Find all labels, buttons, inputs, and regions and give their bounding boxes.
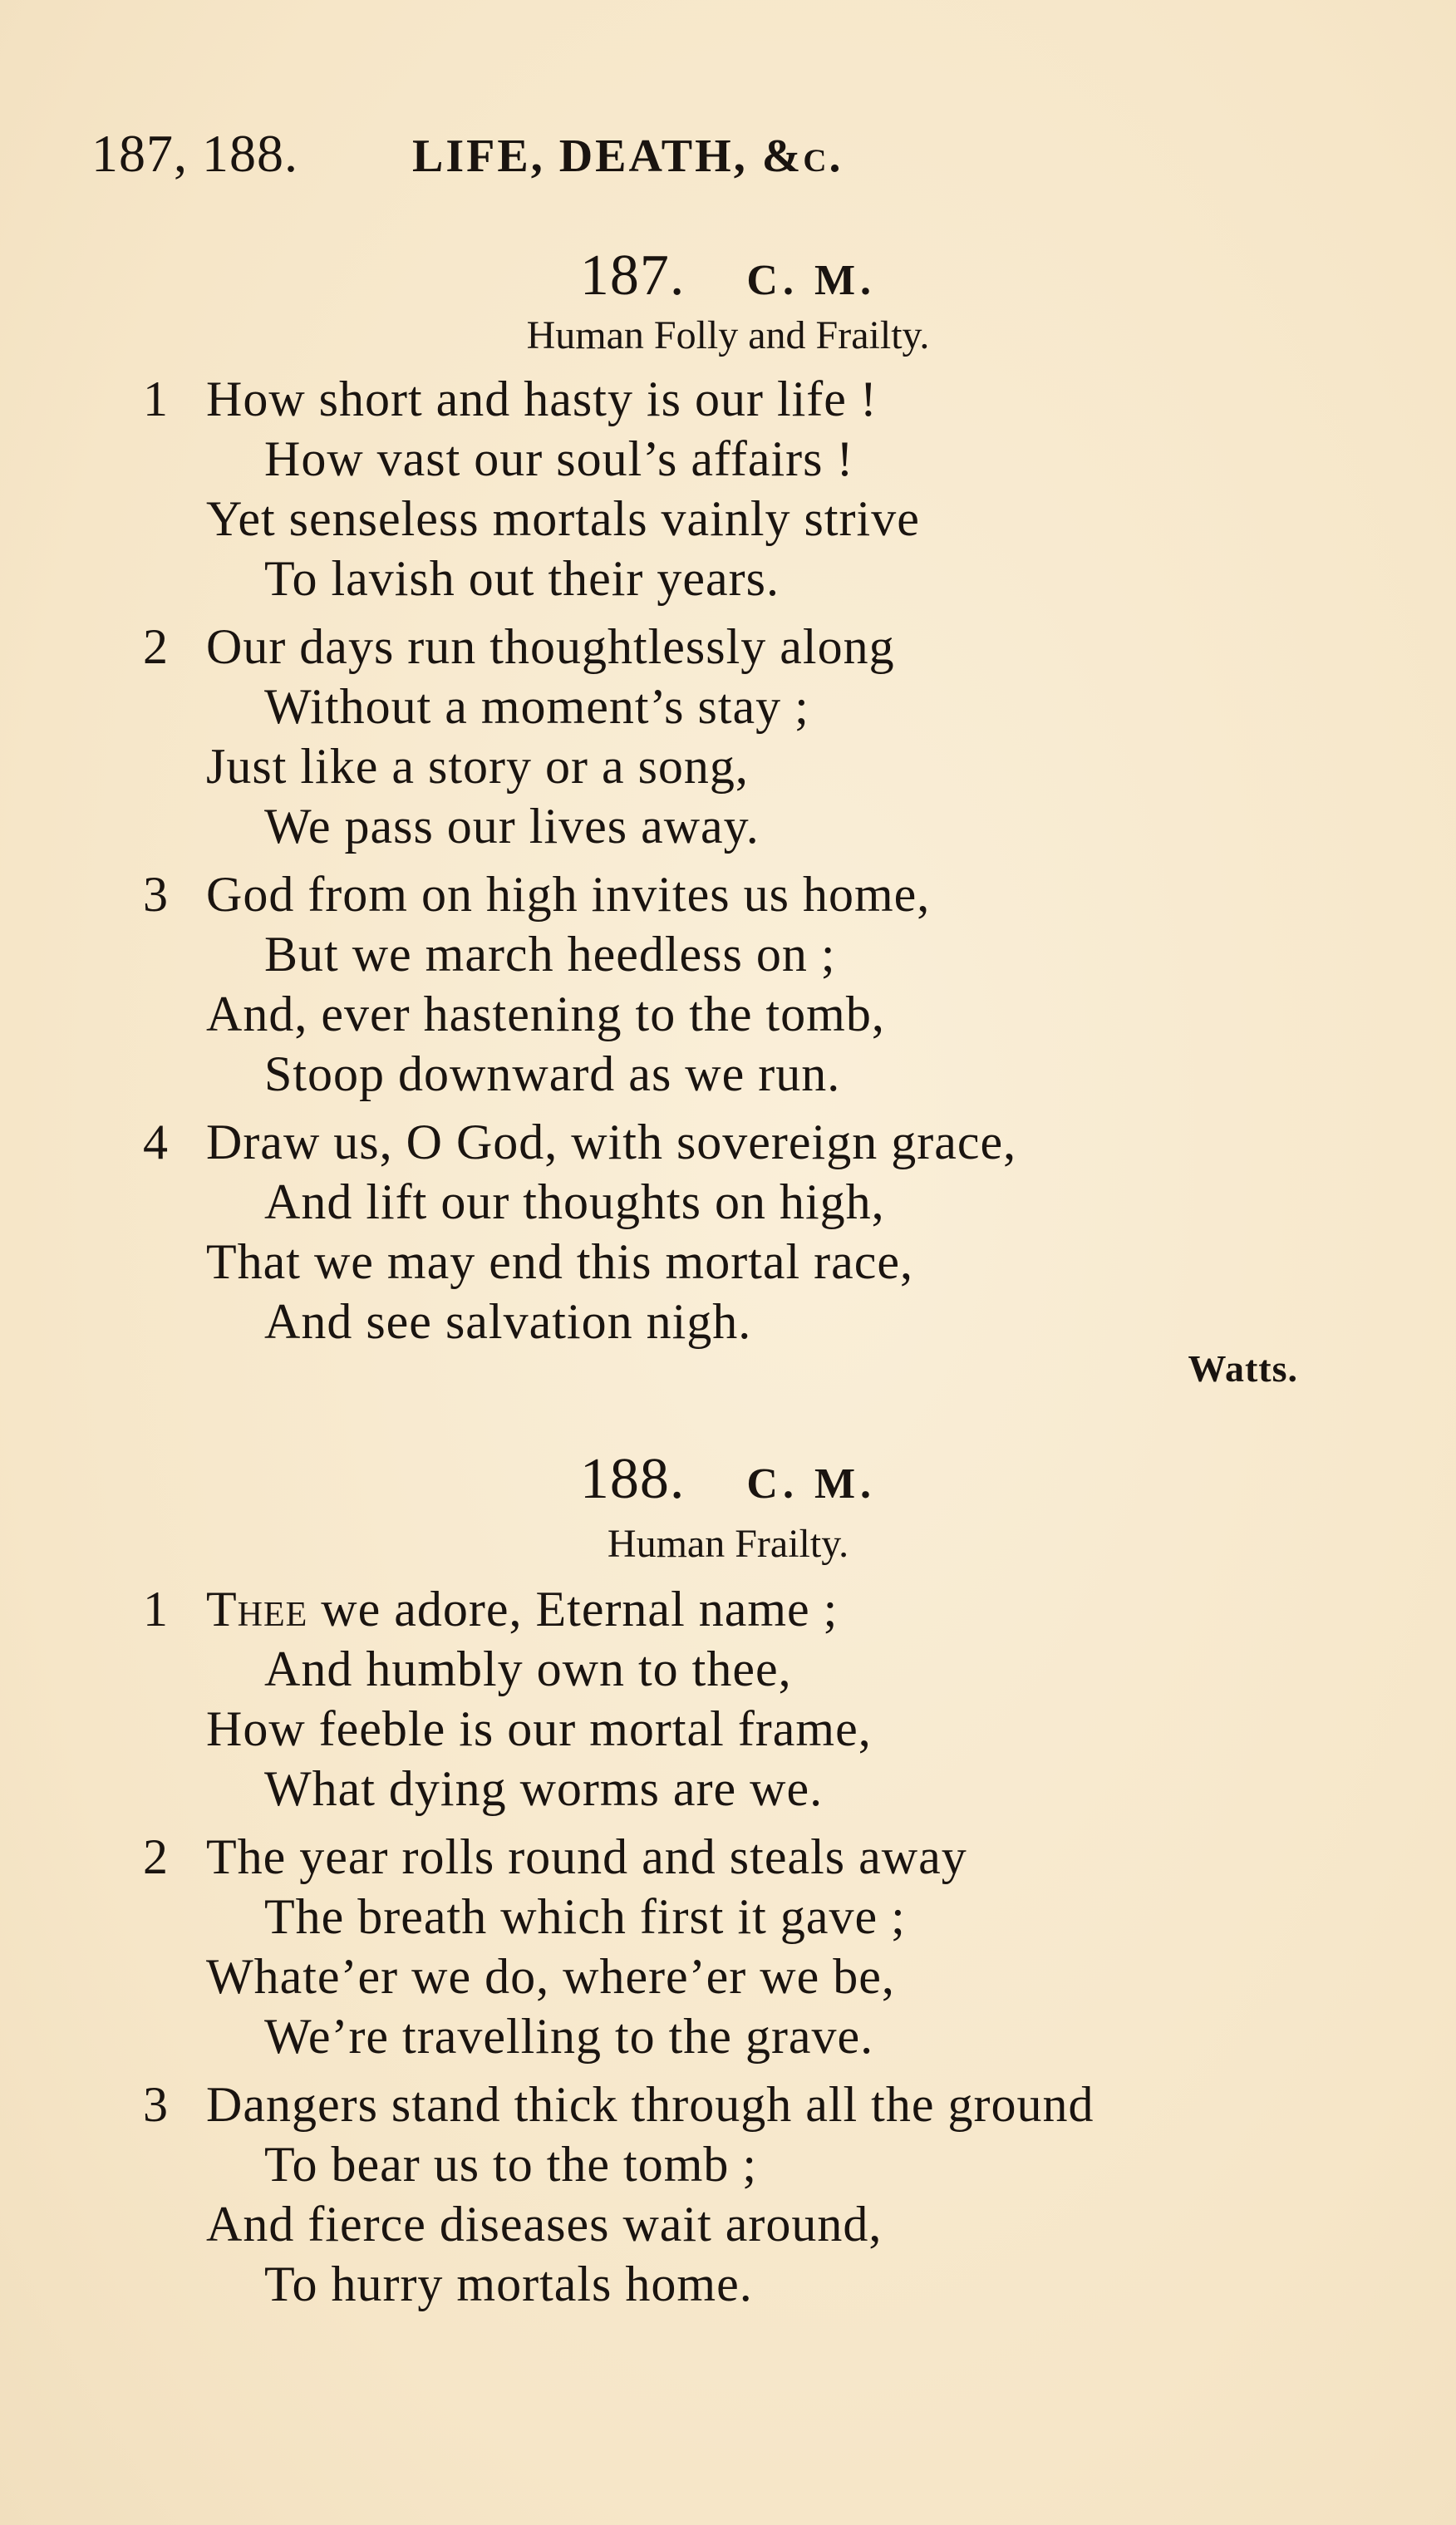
verse-line: And fierce diseases wait around, bbox=[206, 2197, 883, 2252]
verse-first-word: Thee bbox=[206, 1582, 308, 1637]
verse-line: Just like a story or a song, bbox=[206, 739, 749, 794]
verse-line: To bear us to the tomb ; bbox=[264, 2137, 758, 2192]
verse-number: 3 bbox=[143, 2077, 168, 2132]
verse-line: What dying worms are we. bbox=[264, 1761, 824, 1816]
verse-line: Draw us, O God, with sovereign grace, bbox=[206, 1115, 1017, 1169]
verse-line: That we may end this mortal race, bbox=[206, 1234, 914, 1289]
verse-line: The breath which first it gave ; bbox=[264, 1889, 906, 1944]
verse-line: To hurry mortals home. bbox=[264, 2257, 753, 2311]
hymn-number: 187. bbox=[579, 244, 686, 308]
verse-line: How feeble is our mortal frame, bbox=[206, 1701, 872, 1756]
verse-line: How vast our soul’s affairs ! bbox=[264, 431, 854, 486]
verse-line: We pass our lives away. bbox=[264, 799, 760, 854]
running-head bbox=[91, 123, 844, 185]
verse-line: Our days run thoughtlessly along bbox=[206, 619, 895, 674]
page-hymn-numbers: 187, 188. bbox=[91, 124, 298, 183]
hymn-number: 188. bbox=[579, 1447, 686, 1511]
hymn-meter: C. M. bbox=[746, 1460, 877, 1508]
verse-line: And humbly own to thee, bbox=[264, 1641, 792, 1696]
verse-number: 4 bbox=[143, 1115, 168, 1169]
verse-line: We’re travelling to the grave. bbox=[264, 2009, 874, 2064]
verse-number: 3 bbox=[143, 867, 168, 922]
hymn-subtitle: Human Frailty. bbox=[607, 1522, 849, 1566]
verse-line: Yet senseless mortals vainly strive bbox=[206, 491, 920, 546]
verse-number: 1 bbox=[143, 372, 168, 426]
verse-number: 2 bbox=[143, 1829, 168, 1884]
verse-line bbox=[206, 1581, 838, 1638]
verse-line: Stoop downward as we run. bbox=[264, 1046, 841, 1101]
verse-line-rest: we adore, Eternal name ; bbox=[307, 1582, 839, 1637]
verse-line: The year rolls round and steals away bbox=[206, 1829, 967, 1884]
verse-line: And see salvation nigh. bbox=[264, 1294, 752, 1349]
hymn-author: Watts. bbox=[1188, 1347, 1298, 1390]
verse-line: And, ever hastening to the tomb, bbox=[206, 987, 885, 1041]
hymn-187-header bbox=[0, 243, 1456, 309]
verse-line: Whate’er we do, where’er we be, bbox=[206, 1949, 895, 2004]
verse-number: 2 bbox=[143, 619, 168, 674]
verse-line: Without a moment’s stay ; bbox=[264, 679, 809, 734]
verse-line: Dangers stand thick through all the ground bbox=[206, 2077, 1094, 2132]
verse-line: To lavish out their years. bbox=[264, 551, 780, 606]
verse-line: How short and hasty is our life ! bbox=[206, 372, 878, 426]
verse-number: 1 bbox=[143, 1582, 168, 1637]
hymn-meter: C. M. bbox=[746, 257, 877, 304]
hymn-subtitle: Human Folly and Frailty. bbox=[526, 313, 930, 357]
verse-line: God from on high invites us home, bbox=[206, 867, 931, 922]
hymn-188-header bbox=[0, 1446, 1456, 1513]
verse-line: But we march heedless on ; bbox=[264, 927, 836, 982]
verse-line: And lift our thoughts on high, bbox=[264, 1174, 885, 1229]
section-title: LIFE, DEATH, &c. bbox=[412, 130, 844, 182]
